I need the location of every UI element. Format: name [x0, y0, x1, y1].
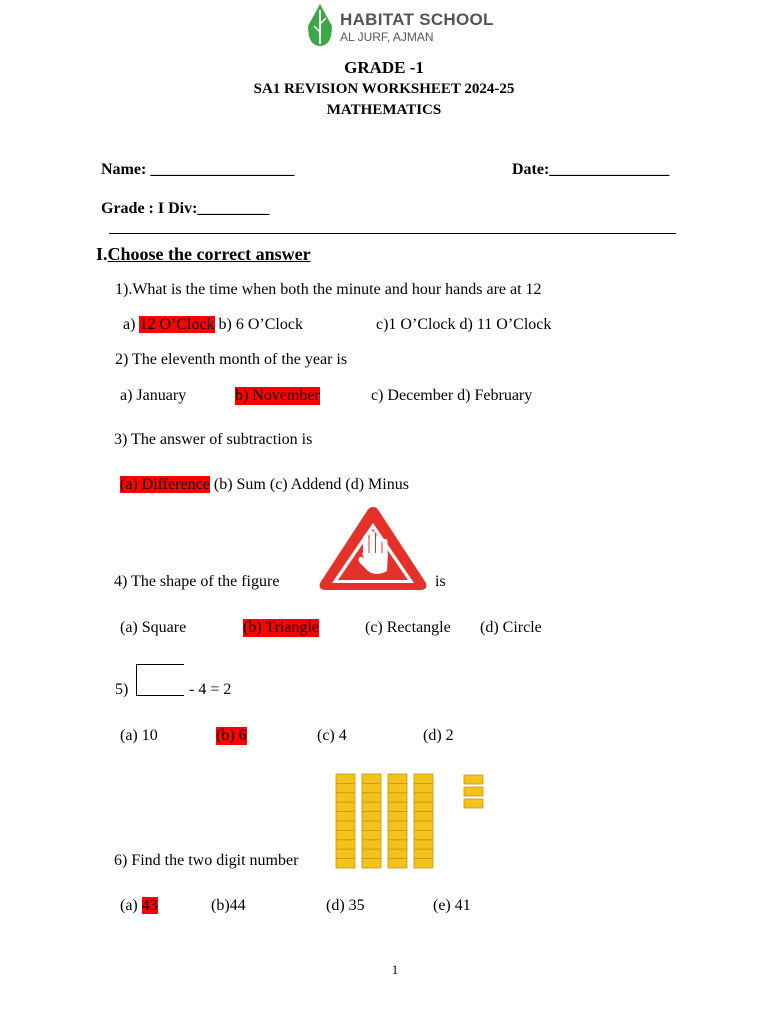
school-location: AL JURF, AJMAN — [340, 30, 434, 44]
question-5-number: 5) — [115, 681, 129, 698]
question-1: 1).What is the time when both the minute and hour hands are at 12 — [115, 281, 542, 298]
tens-rod — [362, 774, 381, 868]
question-5-option-a: (a) 10 — [120, 727, 158, 744]
tens-rod — [336, 774, 355, 868]
question-4: 4) The shape of the figure — [114, 573, 280, 590]
question-1-options — [123, 316, 303, 334]
question-4-option-a: (a) Square — [120, 619, 187, 636]
school-logo — [306, 4, 496, 46]
question-3: 3) The answer of subtraction is — [114, 431, 313, 448]
question-5-option-c: (c) 4 — [317, 727, 347, 744]
section-heading — [96, 244, 311, 265]
question-4-option-d: (d) Circle — [480, 619, 542, 636]
subject-title: MATHEMATICS — [326, 102, 442, 118]
option-a-correct: 12 O’Clock — [139, 316, 215, 333]
question-6-option-a-label: (a) — [120, 897, 142, 914]
question-5: - 4 = 2 — [189, 681, 232, 698]
grade-title: GRADE -1 — [344, 58, 424, 77]
question-2-option-a: a) January — [120, 387, 187, 404]
section-title: Choose the correct answer — [107, 244, 311, 264]
question-6-option-a-correct: 43 — [141, 897, 158, 914]
base-ten-blocks-graphic — [335, 773, 487, 869]
question-6-option-d: (d) 35 — [326, 897, 365, 914]
question-3-options — [120, 476, 409, 494]
question-2: 2) The eleventh month of the year is — [115, 351, 348, 368]
answer-box — [136, 664, 184, 696]
ones-cube — [464, 787, 483, 796]
question-6: 6) Find the two digit number — [114, 852, 299, 869]
ones-cube — [464, 775, 483, 784]
stop-hand-triangle-icon — [316, 503, 430, 593]
question-3-option-a-correct: (a) Difference — [120, 476, 210, 493]
question-4-option-c: (c) Rectangle — [365, 619, 451, 636]
question-1-options-cd: c)1 O’Clock d) 11 O’Clock — [376, 316, 552, 333]
option-b: b) 6 O’Clock — [214, 316, 303, 333]
grade-div-field: Grade : I Div:_________ — [101, 200, 270, 217]
date-field: Date:_______________ — [512, 161, 670, 178]
section-number: I. — [96, 244, 108, 264]
school-emblem-icon — [306, 4, 334, 48]
question-3-options-bcd: (b) Sum (c) Addend (d) Minus — [209, 476, 409, 493]
question-5-option-b-correct: (b) 6 — [216, 727, 247, 744]
question-6-option-b: (b)44 — [211, 897, 246, 914]
page-number: 1 — [391, 962, 399, 977]
school-name: HABITAT SCHOOL — [340, 10, 494, 29]
tens-rod — [388, 774, 407, 868]
question-2-option-b-correct: b) November — [235, 387, 320, 404]
question-6-option-e: (e) 41 — [433, 897, 471, 914]
ones-cube — [464, 799, 483, 808]
tens-rod — [414, 774, 433, 868]
question-5-option-d: (d) 2 — [423, 727, 454, 744]
base-ten-blocks — [335, 773, 487, 869]
question-6-option-a — [120, 897, 158, 915]
worksheet-title: SA1 REVISION WORKSHEET 2024-25 — [253, 81, 515, 97]
question-4-option-b-correct: (b) Triangle — [243, 619, 319, 636]
question-4-suffix: is — [435, 573, 446, 590]
question-2-options-cd: c) December d) February — [371, 387, 533, 404]
name-field: Name: __________________ — [101, 161, 295, 178]
option-a-label: a) — [123, 316, 140, 333]
divider-line — [109, 233, 676, 234]
